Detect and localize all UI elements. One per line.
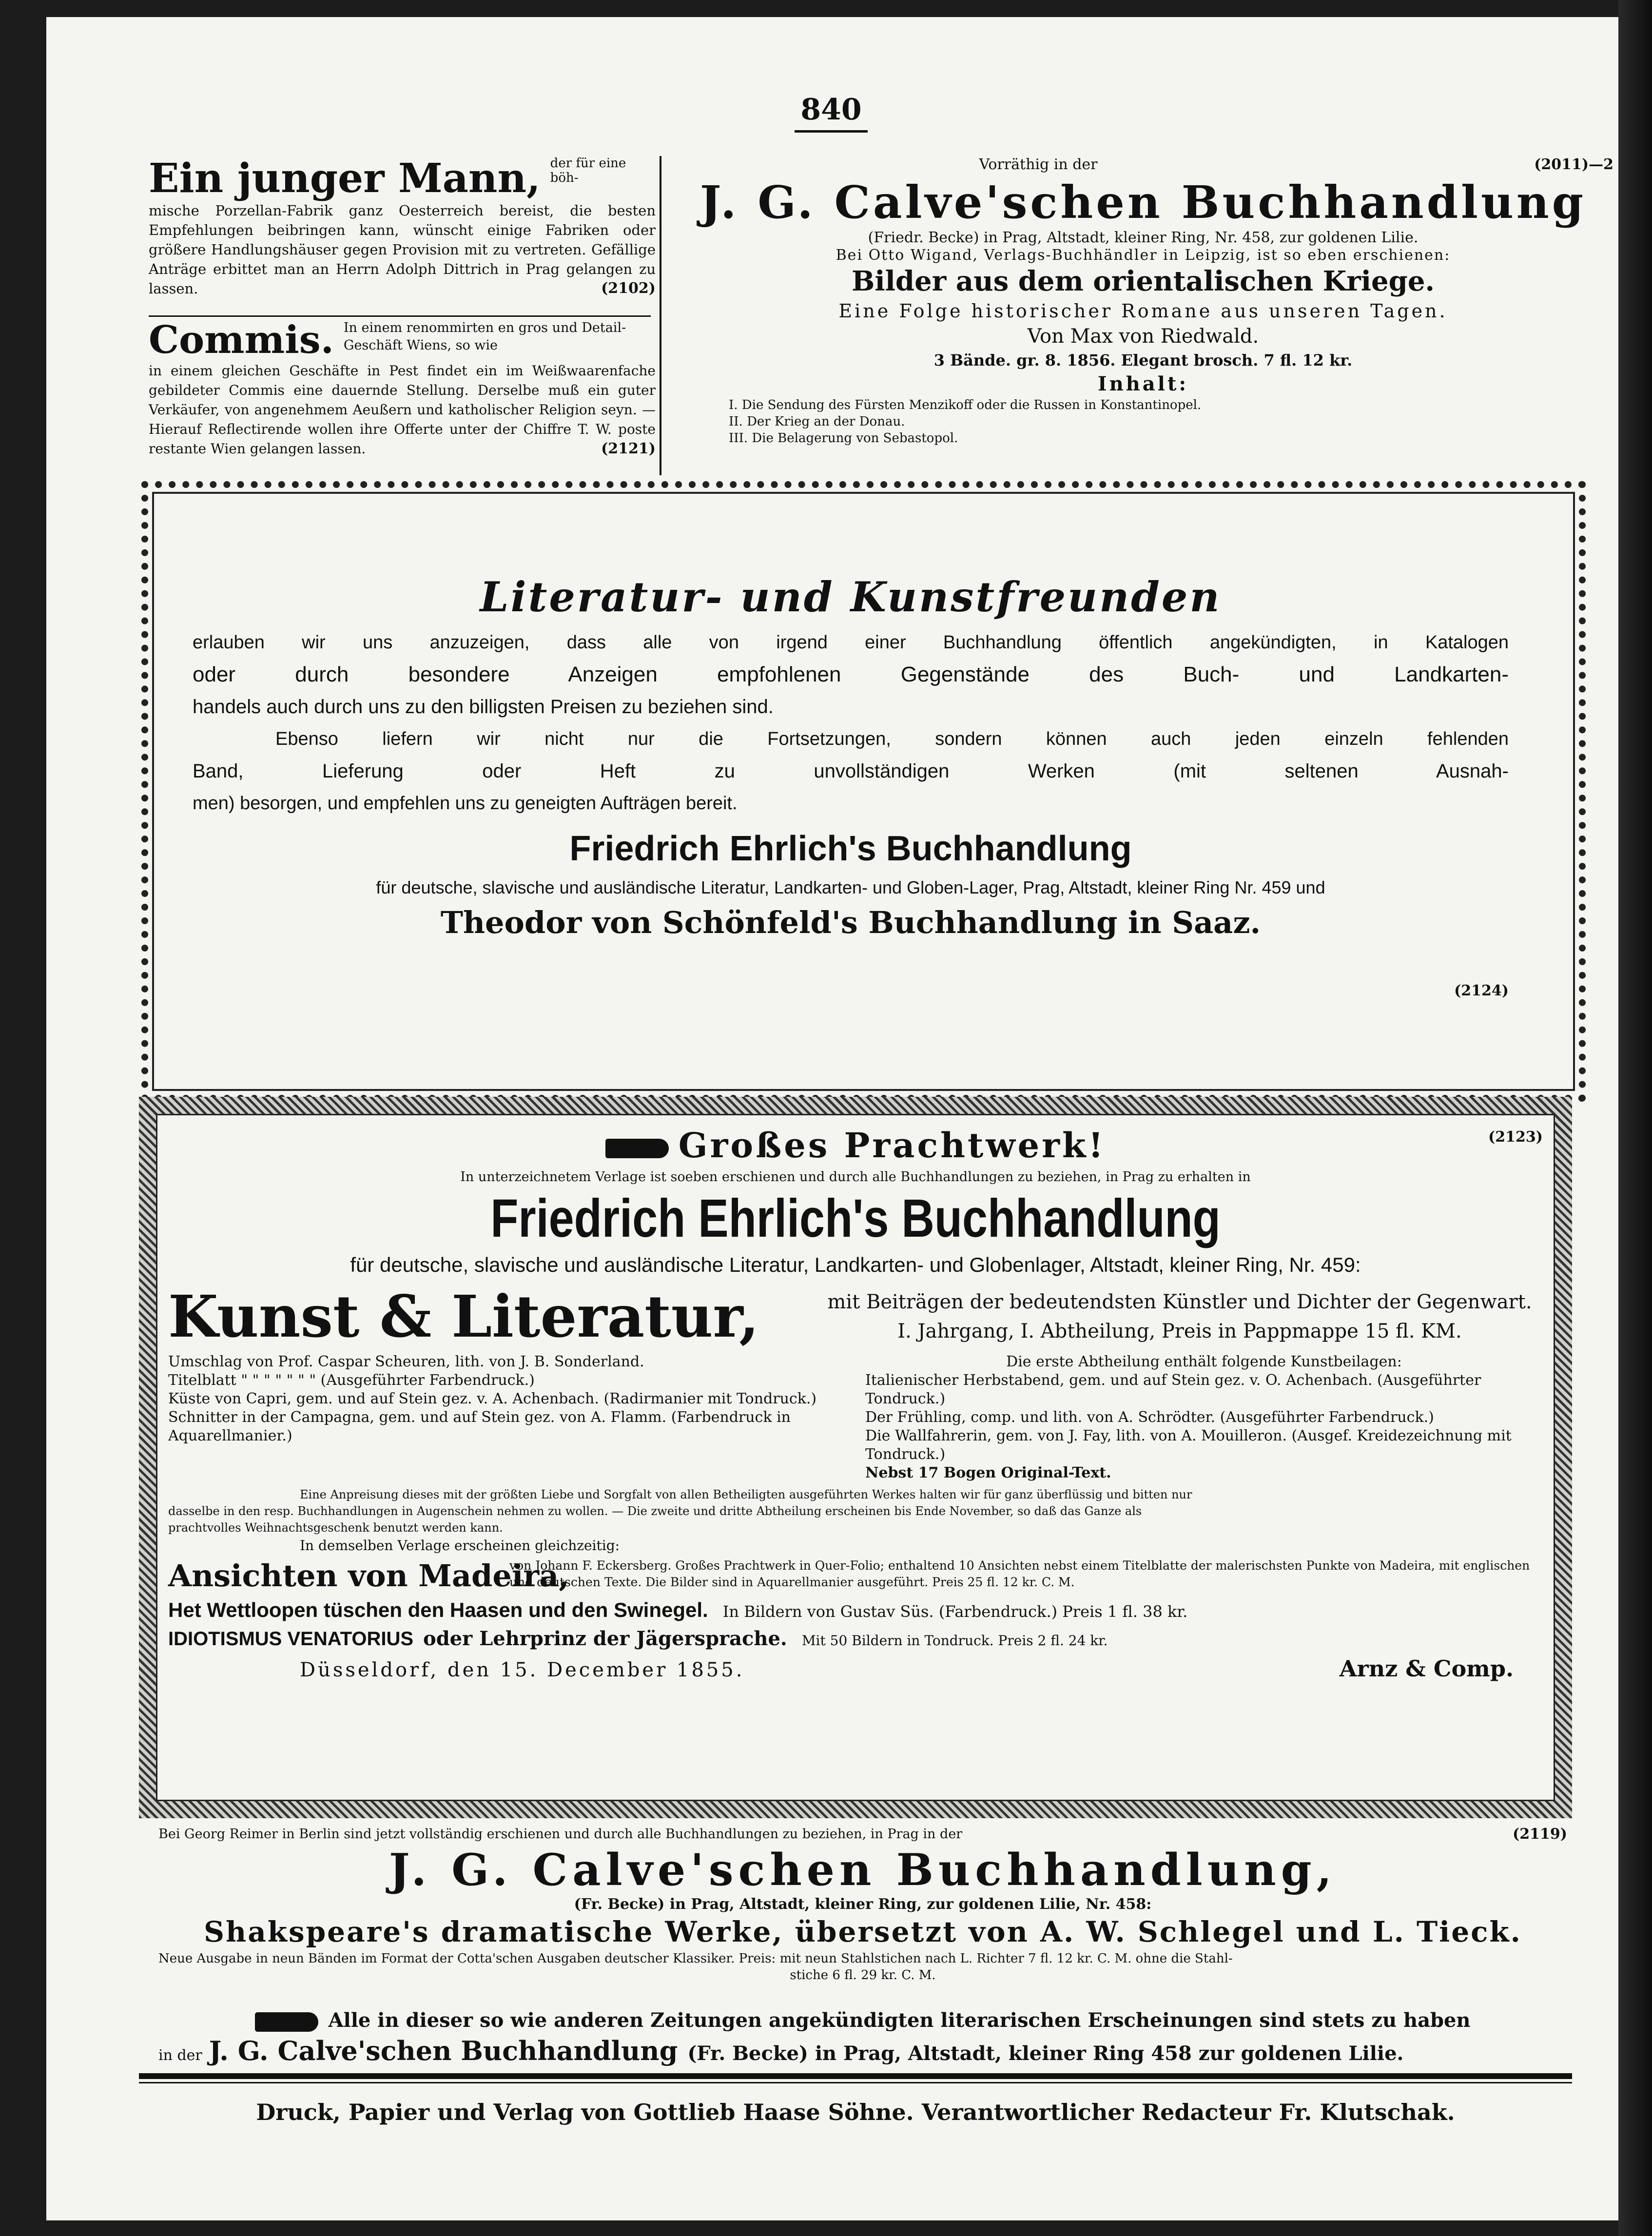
- pointing-hand-icon: [605, 1139, 669, 1158]
- ad-2011-price: 3 Bände. gr. 8. 1856. Elegant brosch. 7 fl. 12 kr.: [933, 351, 1353, 369]
- ad-2102-side: der für eine böh-: [550, 156, 626, 185]
- ad-2123-place-date: Düsseldorf, den 15. December 1855.: [300, 1659, 745, 1681]
- ad-2121: [149, 319, 656, 458]
- ad-2124: [193, 573, 1509, 1000]
- ad-2123-also-heading: In demselben Verlage erscheinen gleichzeitig:: [300, 1537, 620, 1554]
- ad-2123-left-item: Schnitter in der Campagna, gem. und auf Stein gez. von A. Flamm. (Farbendruck in Aquarellmanier.): [168, 1409, 791, 1444]
- ad-2124-ref: (2124): [1454, 982, 1509, 999]
- notice-line2-post: (Fr. Becke) in Prag, Altstadt, kleiner Ring 458 zur goldenen Lilie.: [687, 2042, 1404, 2065]
- ad-2121-side: In einem renommirten en gros und Detail-Geschäft Wiens, so wie: [343, 320, 626, 353]
- ad-2124-para2-line: Band, Lieferung oder Heft zu unvollständigen Werken (mit seltenen Ausnah-: [193, 760, 1509, 782]
- ad-2123-left-item: Küste von Capri, gem. und auf Stein gez. v. A. Achenbach. (Radirmanier mit Tondruck.): [168, 1390, 817, 1407]
- page-number-rule: [795, 130, 868, 133]
- ad-2123-title: Kunst & Literatur,: [168, 1283, 759, 1350]
- ad-2123-left-item: Titelblatt " " " " " " " (Ausgeführter Farbendruck.): [168, 1372, 535, 1389]
- ad-2011-subtitle: Eine Folge historischer Romane aus unseren Tagen.: [838, 300, 1448, 322]
- imprint-rule: [139, 2073, 1572, 2079]
- ad-2123-right-item: Italienischer Herbstabend, gem. und auf Stein gez. v. O. Achenbach. (Ausgeführter Tondruck.): [865, 1372, 1481, 1407]
- ad-2124-para1-line: handels auch durch uns zu den billigsten Preisen zu beziehen sind.: [193, 696, 774, 718]
- ad-2102-ref: (2102): [601, 280, 656, 297]
- ad-2123-signature: Arnz & Comp.: [1339, 1655, 1514, 1682]
- ad-2123-body-line: prachtvolles Weihnachtsgeschenk benutzt werden kann.: [168, 1521, 503, 1535]
- ad-2124-headline: Literatur- und Kunstfreunden: [480, 573, 1222, 621]
- notice-line2-pre: in der: [158, 2047, 202, 2064]
- ad-2123-idiot-title: IDIOTISMUS VENATORIUS: [168, 1628, 414, 1650]
- ad-2123-firm-desc: für deutsche, slavische und ausländische Literatur, Landkarten- und Globenlager, Altstadt, kleiner Ring, Nr. 459:: [350, 1253, 1361, 1276]
- ad-2119-edition-line: stiche 6 fl. 29 kr. C. M.: [790, 1968, 936, 1983]
- column-divider: [660, 156, 661, 475]
- ad-2123-right-item: Nebst 17 Bogen Original-Text.: [865, 1464, 1111, 1481]
- ad-2011-contents-item: II. Der Krieg an der Donau.: [729, 414, 905, 429]
- ad-2011-title: Bilder aus dem orientalischen Kriege.: [852, 265, 1435, 297]
- ad-2119: [158, 1826, 1567, 1983]
- notice-line1: Alle in dieser so wie anderen Zeitungen angekündigten literarischen Erscheinungen sind stets zu haben: [328, 2009, 1471, 2032]
- ad-2119-ref: (2119): [1513, 1826, 1567, 1843]
- ad-2124-para1-line: oder durch besondere Anzeigen empfohlenen Gegenstände des Buch- und Landkarten-: [193, 662, 1509, 686]
- ad-2123-left-item: Umschlag von Prof. Caspar Scheuren, lith. von J. B. Sonderland.: [168, 1353, 644, 1370]
- ad-2123-body-line: Eine Anpreisung dieses mit der größten Liebe und Sorgfalt von allen Betheiligten ausgeführten Werkes halten wir für ganz überflüssig und bitten nur: [300, 1488, 1192, 1501]
- ad-2119-address: (Fr. Becke) in Prag, Altstadt, kleiner Ring, zur goldenen Lilie, Nr. 458:: [574, 1896, 1152, 1913]
- ad-2123-haasen-title: Het Wettloopen tüschen den Haasen und den Swinegel.: [168, 1598, 708, 1621]
- ad-2123-firm: Friedrich Ehrlich's Buchhandlung: [490, 1188, 1221, 1248]
- imprint-rule-thin: [139, 2082, 1572, 2083]
- ad-2123-intro: In unterzeichnetem Verlage ist soeben erschienen und durch alle Buchhandlungen zu beziehen, in Prag zu erhalten in: [460, 1169, 1251, 1185]
- ad-2121-ref: (2121): [601, 440, 656, 457]
- ad-2102-headline: Ein junger Mann,: [149, 155, 541, 202]
- column-rule: [149, 315, 651, 317]
- ad-2011-contents-item: I. Die Sendung des Fürsten Menzikoff oder die Russen in Konstantinopel.: [729, 398, 1202, 412]
- ad-2124-firm2: Theodor von Schönfeld's Buchhandlung in Saaz.: [440, 905, 1261, 940]
- ad-2124-firm: Friedrich Ehrlich's Buchhandlung: [569, 829, 1132, 868]
- ad-2119-firm: J. G. Calve'schen Buchhandlung,: [389, 1844, 1337, 1896]
- ad-2121-body: in einem gleichen Geschäfte in Pest findet ein im Weißwaarenfache gebildeter Commis eine dauernde Stellung. Derselbe muß ein guter Verkäufer, von angenehmem Aeußern und katholischer Religion seyn. — Hierauf Reflectirende wollen ihre Offerte unter der Chiffre T. W. poste restante Wien gelangen lassen.: [149, 363, 656, 457]
- ad-2011-firm: J. G. Calve'schen Buchhandlung: [700, 176, 1587, 229]
- ad-2102: [149, 156, 656, 297]
- ad-2119-edition-line: Neue Ausgabe in neun Bänden im Format der Cotta'schen Ausgaben deutscher Klassiker. Preis: mit neun Stahlstichen nach L. Richter 7 fl. 12 kr. C. M. ohne die Stahl-: [158, 1951, 1233, 1966]
- ad-2011-author: Von Max von Riedwald.: [1027, 325, 1259, 348]
- imprint: Druck, Papier und Verlag von Gottlieb Haase Söhne. Verantwortlicher Redacteur Fr. Klutschak.: [256, 2099, 1455, 2125]
- ad-2119-title: Shakspeare's dramatische Werke, übersetzt von A. W. Schlegel und L. Tieck.: [204, 1915, 1522, 1948]
- ad-2123-right-item: Die Wallfahrerin, gem. von J. Fay, lith. von A. Mouilleron. (Ausgef. Kreidezeichnung mit Tondruck.): [865, 1427, 1512, 1463]
- ad-2011-intro: Vorräthig in der: [979, 156, 1098, 173]
- ad-2123-haasen-text: In Bildern von Gustav Süs. (Farbendruck.) Preis 1 fl. 38 kr.: [722, 1602, 1188, 1621]
- pointing-hand-icon: [255, 2012, 318, 2032]
- ad-2123-ref: (2123): [1488, 1128, 1543, 1146]
- ad-2011-ref: (2011)—2: [1534, 156, 1613, 173]
- ad-2011-contents-heading: Inhalt:: [1097, 372, 1189, 395]
- ad-2102-body: mische Porzellan-Fabrik ganz Oesterreich bereist, die besten Empfehlungen beibringen kann, wünscht einige Fabriken oder größere Handlungshäuser gegen Provision mit zu vertreten. Gefällige Anträge erbittet man an Herrn Adolph Dittrich in Prag gelangen zu lassen.: [149, 202, 656, 297]
- ad-2123-right-heading: Die erste Abtheilung enthält folgende Kunstbeilagen:: [1006, 1353, 1402, 1370]
- ad-2011-publisher: Bei Otto Wigand, Verlags-Buchhändler in Leipzig, ist so eben erschienen:: [836, 247, 1451, 264]
- ad-2119-intro: Bei Georg Reimer in Berlin sind jetzt vollständig erschienen und durch alle Buchhandlungen zu beziehen, in Prag in der: [158, 1827, 963, 1842]
- ad-2011: [673, 156, 1613, 447]
- ad-2123-madeira-title: Ansichten von Madeira,: [168, 1558, 569, 1594]
- ad-2123-headline: Großes Prachtwerk!: [678, 1125, 1106, 1166]
- ad-2124-para2-line: men) besorgen, und empfehlen uns zu geneigten Aufträgen bereit.: [193, 793, 738, 814]
- ad-2123-right-item: Der Frühling, comp. und lith. von A. Schrödter. (Ausgeführter Farbendruck.): [865, 1409, 1434, 1426]
- notice-line2-firm: J. G. Calve'schen Buchhandlung: [209, 2035, 678, 2066]
- ad-2123-madeira-text: von Johann F. Eckersberg. Großes Prachtwerk in Quer-Folio; enthaltend 10 Ansichten nebst einem Titelblatte der malerischsten Punkte von Madeira, mit englischen und deutschen Texte. Die Bilder sind in Aquarellmanier ausgeführt. Preis 25 fl. 12 kr. C. M.: [509, 1558, 1530, 1589]
- page-number: 840: [800, 93, 862, 127]
- ad-2123-idiot-mid: oder Lehrprinz der Jägersprache.: [423, 1627, 787, 1650]
- ad-2123: [168, 1124, 1543, 1684]
- ad-2011-contents-item: III. Die Belagerung von Sebastopol.: [729, 431, 958, 446]
- ad-2123-body-line: dasselbe in den resp. Buchhandlungen in Augenschein nehmen zu wollen. — Die zweite und dritte Abtheilung erscheinen bis Ende November, so daß das Ganze als: [168, 1504, 1142, 1518]
- ad-2011-address: (Friedr. Becke) in Prag, Altstadt, kleiner Ring, Nr. 458, zur goldenen Lilie.: [868, 229, 1419, 246]
- notice: [158, 2006, 1567, 2066]
- ad-2124-para1-line: erlauben wir uns anzuzeigen, dass alle von irgend einer Buchhandlung öffentlich angekündigten, in Katalogen: [193, 632, 1509, 653]
- binding-edge: [1618, 0, 1652, 2236]
- ad-2124-firm-desc: für deutsche, slavische und ausländische Literatur, Landkarten- und Globen-Lager, Prag, Altstadt, kleiner Ring Nr. 459 und: [376, 877, 1325, 897]
- ad-2121-headline: Commis.: [149, 318, 334, 362]
- ad-2123-idiot-text: Mit 50 Bildern in Tondruck. Preis 2 fl. 24 kr.: [801, 1633, 1108, 1649]
- ad-2123-title-side: mit Beiträgen der bedeutendsten Künstler und Dichter der Gegenwart.: [827, 1291, 1532, 1313]
- newspaper-page: [46, 17, 1618, 2220]
- ad-2124-para2-line: Ebenso liefern wir nicht nur die Fortsetzungen, sondern können auch jeden einzeln fehlenden: [275, 729, 1509, 749]
- ad-2123-title-side: I. Jahrgang, I. Abtheilung, Preis in Pappmappe 15 fl. KM.: [897, 1320, 1462, 1342]
